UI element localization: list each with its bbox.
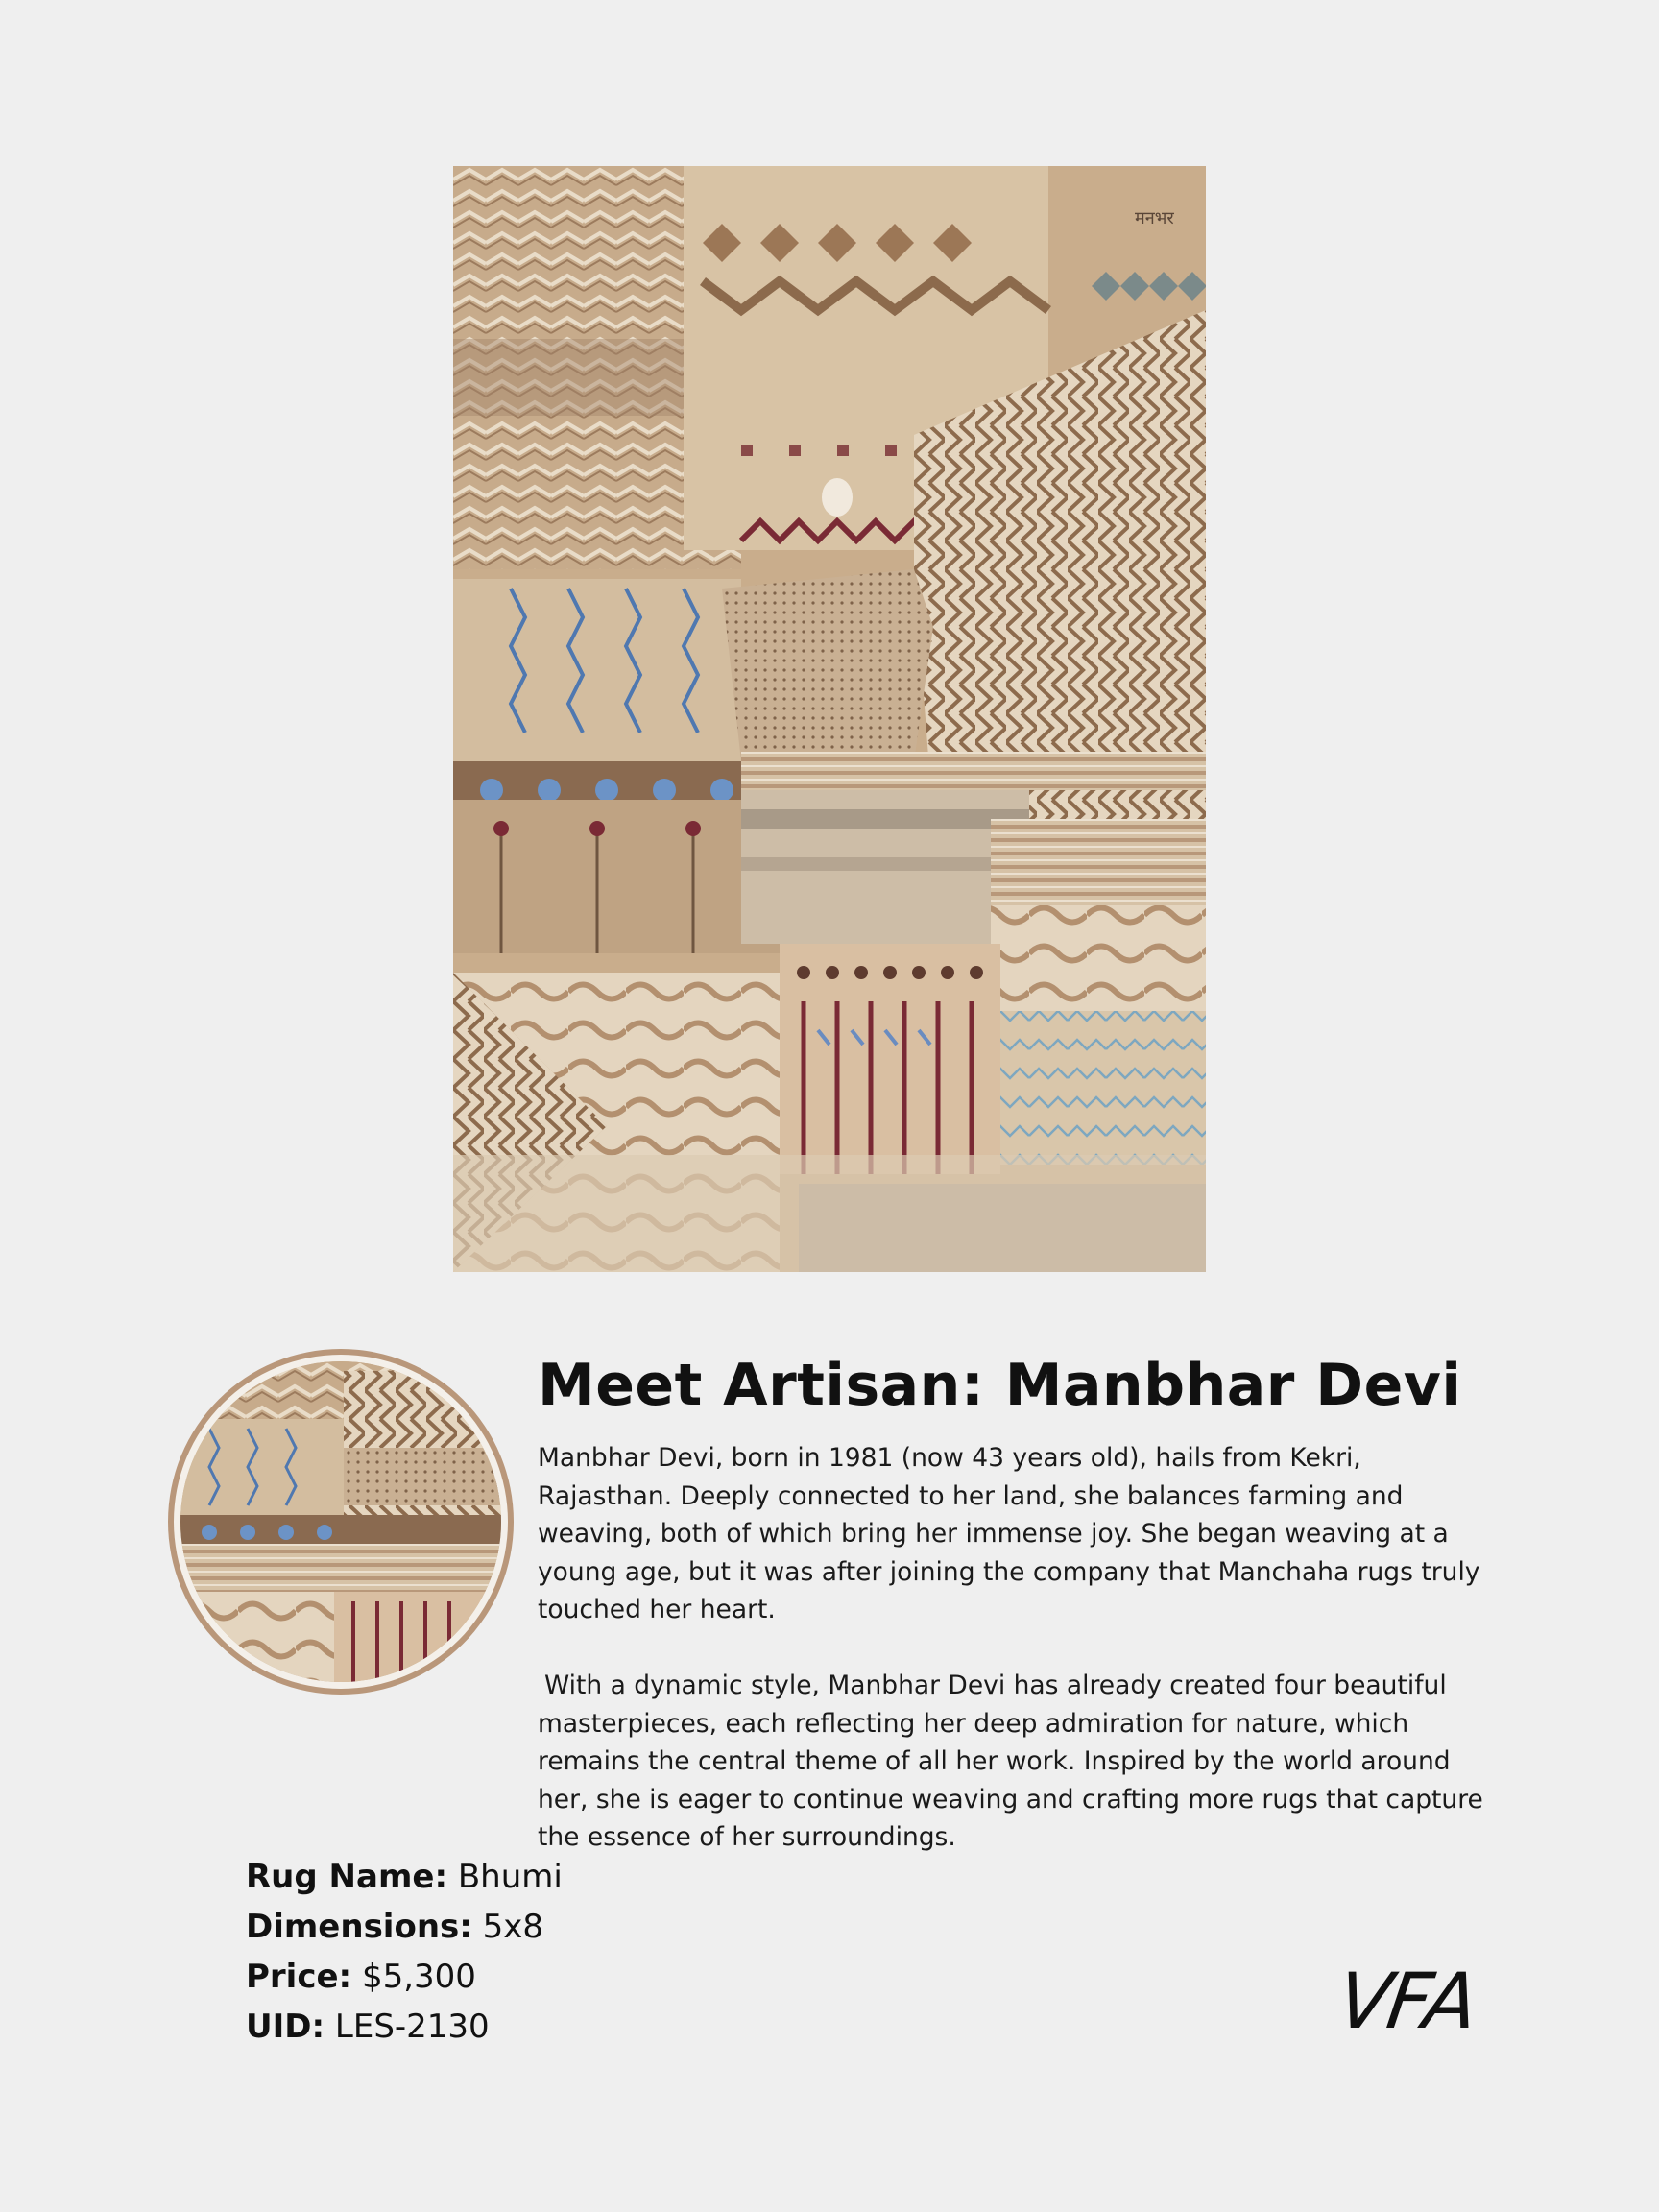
spec-value: Bhumi — [457, 1858, 563, 1896]
rug-photo — [453, 166, 1206, 1272]
rug-specs — [246, 1852, 563, 2052]
rug-signature: मनभर — [1135, 208, 1174, 228]
spec-label: Rug Name: — [246, 1858, 448, 1896]
spec-price — [246, 1952, 563, 2002]
artisan-heading: Meet Artisan: Manbhar Devi — [538, 1352, 1462, 1419]
bio-paragraph: With a dynamic style, Manbhar Devi has already created four beautiful masterpieces, each reflecting her deep admiration for nature, which remains the central theme of all her work. Inspired by the world around her, she is eager to continue weaving and crafting more rugs that capture the essence of her surroundings. — [538, 1671, 1483, 1852]
spec-dimensions — [246, 1902, 563, 1952]
bio-paragraph: Manbhar Devi, born in 1981 (now 43 years old), hails from Kekri, Rajasthan. Deeply connected to her land, she balances farming and weaving, both of which bring her immense joy. She began weaving at a young age, but it was after joining the company that Manchaha rugs truly touched her heart. — [538, 1443, 1480, 1624]
spec-label: Price: — [246, 1958, 352, 1996]
spec-label: Dimensions: — [246, 1908, 472, 1946]
spec-rug-name — [246, 1852, 563, 1902]
spec-value: 5x8 — [482, 1908, 544, 1946]
brand-logo: VFA — [1332, 1957, 1481, 2046]
spec-value: LES-2130 — [334, 2008, 490, 2046]
rug-detail-medallion — [168, 1349, 514, 1695]
spec-uid — [246, 2002, 563, 2052]
spec-label: UID: — [246, 2008, 325, 2046]
artisan-bio — [538, 1439, 1498, 1857]
spec-value: $5,300 — [361, 1958, 476, 1996]
